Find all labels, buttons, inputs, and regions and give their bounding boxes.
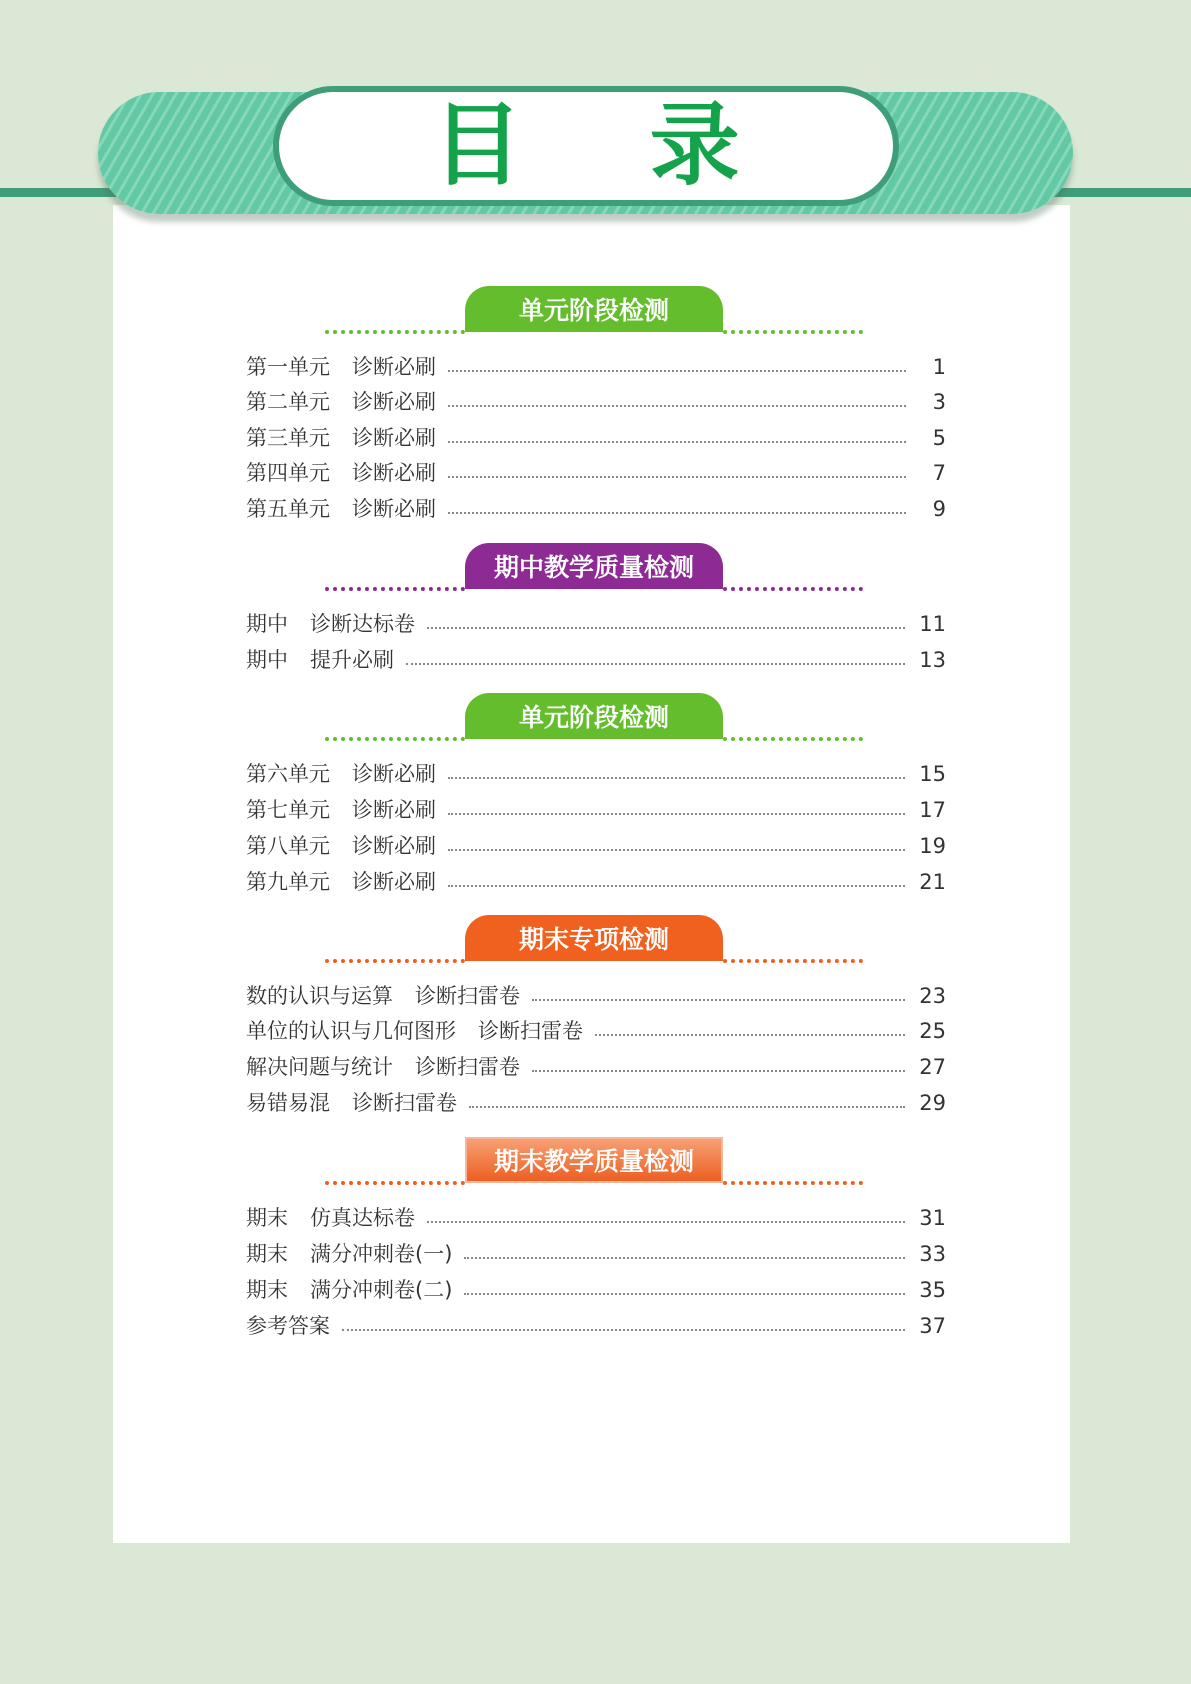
entry-label: 第五单元 bbox=[246, 496, 330, 521]
section-tab: 期末教学质量检测 bbox=[465, 1137, 723, 1183]
entry-label: 期中 bbox=[246, 611, 288, 636]
page-number: 37 bbox=[919, 1313, 946, 1338]
page-number: 23 bbox=[919, 983, 946, 1008]
dot-leader bbox=[448, 441, 906, 443]
toc-entry[interactable] bbox=[246, 350, 946, 384]
dot-leader bbox=[532, 999, 905, 1001]
section-tab: 期末专项检测 bbox=[465, 915, 723, 961]
dotted-divider bbox=[723, 330, 863, 334]
toc-entry[interactable] bbox=[246, 492, 946, 526]
dotted-divider bbox=[723, 1181, 863, 1185]
section-heading-unit-1 bbox=[325, 286, 863, 336]
dot-leader bbox=[448, 885, 905, 887]
entry-subtitle: 提升必刷 bbox=[310, 647, 394, 672]
entry-label: 第二单元 bbox=[246, 389, 330, 414]
page-number: 11 bbox=[919, 611, 946, 636]
page-number: 17 bbox=[919, 797, 946, 822]
section-heading-final-special bbox=[325, 915, 863, 965]
dotted-divider bbox=[325, 959, 465, 963]
section-heading-unit-2 bbox=[325, 693, 863, 743]
dot-leader bbox=[427, 1221, 905, 1223]
toc-entry[interactable] bbox=[246, 1201, 946, 1235]
page-number: 29 bbox=[919, 1090, 946, 1115]
toc-entry[interactable] bbox=[246, 1309, 946, 1343]
toc-entry[interactable] bbox=[246, 793, 946, 827]
toc-entry[interactable] bbox=[246, 643, 946, 677]
page-title: 目 录 bbox=[432, 93, 788, 198]
dot-leader bbox=[532, 1070, 905, 1072]
dot-leader bbox=[464, 1293, 905, 1295]
dot-leader bbox=[448, 512, 906, 514]
entry-label: 期末 bbox=[246, 1241, 288, 1266]
toc-entry[interactable] bbox=[246, 385, 946, 419]
entry-label: 第九单元 bbox=[246, 869, 330, 894]
entry-label: 第三单元 bbox=[246, 425, 330, 450]
entry-subtitle: 诊断扫雷卷 bbox=[415, 983, 520, 1008]
entry-label: 期末 bbox=[246, 1277, 288, 1302]
toc-entry[interactable] bbox=[246, 421, 946, 455]
toc-entry[interactable] bbox=[246, 1273, 946, 1307]
entry-subtitle: 诊断必刷 bbox=[352, 354, 436, 379]
page-number: 9 bbox=[932, 496, 946, 521]
entry-label: 期中 bbox=[246, 647, 288, 672]
toc-entry[interactable] bbox=[246, 1014, 946, 1048]
entry-label: 第七单元 bbox=[246, 797, 330, 822]
page-number: 21 bbox=[919, 869, 946, 894]
entry-label: 易错易混 bbox=[246, 1090, 330, 1115]
section-tab: 期中教学质量检测 bbox=[465, 543, 723, 589]
dot-leader bbox=[595, 1034, 905, 1036]
entry-label: 第六单元 bbox=[246, 761, 330, 786]
dot-leader bbox=[448, 405, 906, 407]
entry-subtitle: 诊断必刷 bbox=[352, 869, 436, 894]
entry-subtitle: 诊断必刷 bbox=[352, 425, 436, 450]
dot-leader bbox=[427, 627, 905, 629]
dot-leader bbox=[342, 1329, 905, 1331]
entry-subtitle: 诊断必刷 bbox=[352, 833, 436, 858]
dot-leader bbox=[448, 849, 905, 851]
toc-entry[interactable] bbox=[246, 1050, 946, 1084]
title-pill bbox=[273, 86, 899, 206]
entry-label: 第八单元 bbox=[246, 833, 330, 858]
entry-subtitle: 诊断扫雷卷 bbox=[415, 1054, 520, 1079]
dotted-divider bbox=[325, 587, 465, 591]
page-number: 1 bbox=[932, 354, 946, 379]
toc-entry[interactable] bbox=[246, 865, 946, 899]
dotted-divider bbox=[723, 737, 863, 741]
dot-leader bbox=[406, 663, 905, 665]
dot-leader bbox=[448, 476, 906, 478]
entry-subtitle: 满分冲刺卷(一) bbox=[310, 1241, 453, 1266]
entry-label: 解决问题与统计 bbox=[246, 1054, 393, 1079]
entry-subtitle: 诊断必刷 bbox=[352, 389, 436, 414]
dotted-divider bbox=[723, 959, 863, 963]
dot-leader bbox=[448, 370, 906, 372]
dotted-divider bbox=[325, 737, 465, 741]
section-tab: 单元阶段检测 bbox=[465, 286, 723, 332]
entry-label: 第四单元 bbox=[246, 460, 330, 485]
entry-subtitle: 诊断达标卷 bbox=[310, 611, 415, 636]
toc-entry[interactable] bbox=[246, 1086, 946, 1120]
dotted-divider bbox=[723, 587, 863, 591]
dot-leader bbox=[448, 813, 905, 815]
page-number: 7 bbox=[932, 460, 946, 485]
entry-subtitle: 诊断扫雷卷 bbox=[352, 1090, 457, 1115]
entry-subtitle: 诊断扫雷卷 bbox=[478, 1018, 583, 1043]
entry-subtitle: 诊断必刷 bbox=[352, 797, 436, 822]
page-number: 35 bbox=[919, 1277, 946, 1302]
dotted-divider bbox=[325, 330, 465, 334]
dot-leader bbox=[464, 1257, 905, 1259]
toc-entry[interactable] bbox=[246, 607, 946, 641]
entry-label: 数的认识与运算 bbox=[246, 983, 393, 1008]
page-number: 19 bbox=[919, 833, 946, 858]
section-tab: 单元阶段检测 bbox=[465, 693, 723, 739]
page-number: 33 bbox=[919, 1241, 946, 1266]
entry-label: 期末 bbox=[246, 1205, 288, 1230]
page-number: 31 bbox=[919, 1205, 946, 1230]
page-number: 25 bbox=[919, 1018, 946, 1043]
section-heading-midterm bbox=[325, 543, 863, 593]
toc-entry[interactable] bbox=[246, 1237, 946, 1271]
toc-entry[interactable] bbox=[246, 757, 946, 791]
page-number: 27 bbox=[919, 1054, 946, 1079]
dotted-divider bbox=[325, 1181, 465, 1185]
entry-label: 参考答案 bbox=[246, 1313, 330, 1338]
page-number: 15 bbox=[919, 761, 946, 786]
page-number: 5 bbox=[932, 425, 946, 450]
toc-entry[interactable] bbox=[246, 979, 946, 1013]
dot-leader bbox=[448, 777, 905, 779]
entry-label: 单位的认识与几何图形 bbox=[246, 1018, 456, 1043]
entry-label: 第一单元 bbox=[246, 354, 330, 379]
page-number: 13 bbox=[919, 647, 946, 672]
section-heading-final-exam bbox=[325, 1137, 863, 1187]
entry-subtitle: 诊断必刷 bbox=[352, 496, 436, 521]
entry-subtitle: 满分冲刺卷(二) bbox=[310, 1277, 453, 1302]
page-number: 3 bbox=[932, 389, 946, 414]
entry-subtitle: 诊断必刷 bbox=[352, 460, 436, 485]
entry-subtitle: 仿真达标卷 bbox=[310, 1205, 415, 1230]
entry-subtitle: 诊断必刷 bbox=[352, 761, 436, 786]
dot-leader bbox=[469, 1106, 905, 1108]
toc-entry[interactable] bbox=[246, 829, 946, 863]
toc-entry[interactable] bbox=[246, 456, 946, 490]
